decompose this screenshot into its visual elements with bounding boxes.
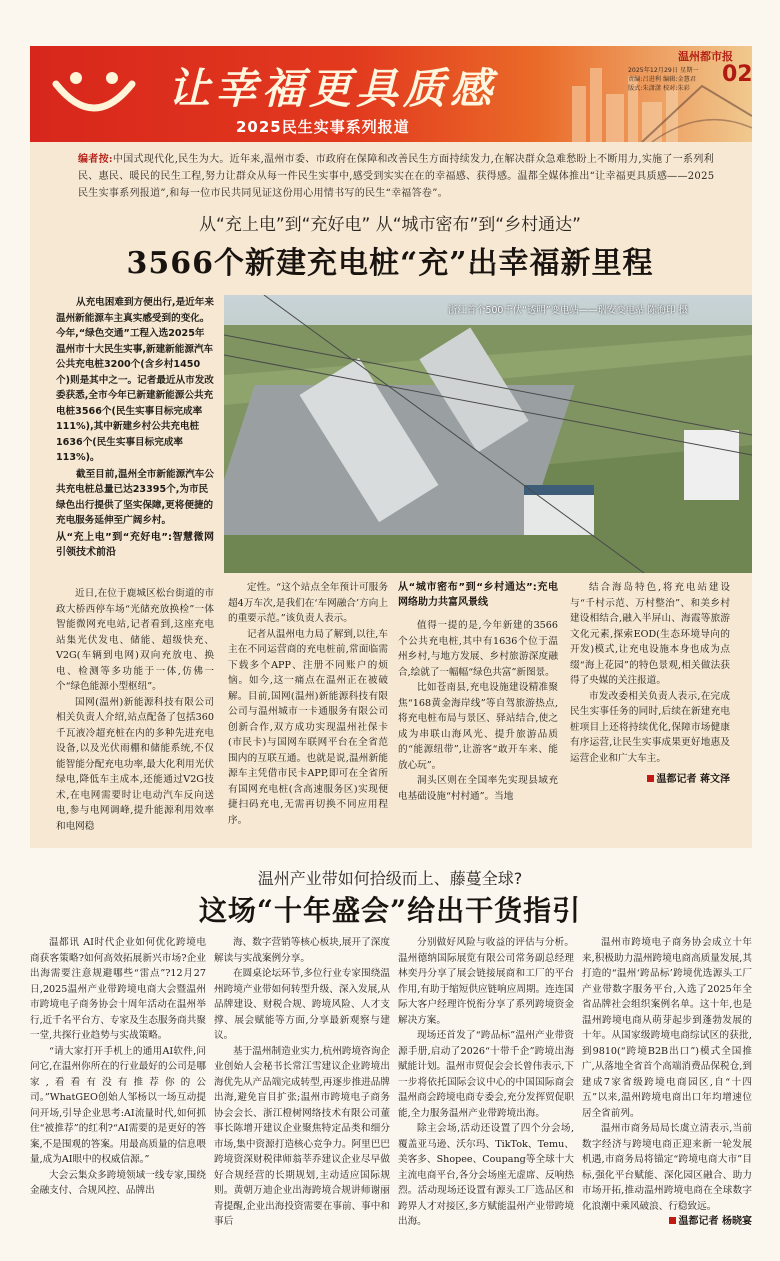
article1-column-3 [398,580,558,804]
paper-name: 温州都市报 [678,50,733,63]
article2-byline: 温都记者 杨晓宴 [582,1214,752,1230]
smile-logo-icon [48,62,140,126]
section1-heading: 从“充上电”到“充好电”:智慧微网引领技术前沿 [56,532,214,558]
body-paragraph: 值得一提的是,今年新建的3566个公共充电桩,其中有1636个位于温州乡村,与地方发展、乡村旅游深度融合,绘就了一幅幅“绿色共富”新图景。 [398,620,558,678]
article1-column-1 [56,586,214,834]
editor-note-text: 中国式现代化,民生为大。近年来,温州市委、市政府在保障和改善民生方面持续发力,在解决群众急难愁盼上不断用力,实施了一系列利民、惠民、暖民的民生工程,努力让群众从每一件民生实事中,感受到实实在在的幸福感、获得感。温都全媒体推出“让幸福更具质感——2025民生实事系列报道”,和每一位市民共同见证这份用心用情书写的民生“幸福答卷”。 [78,154,715,199]
body-paragraph: 基于温州制造业实力,杭州跨境咨询企业创始人会秘书长常江雪建议企业跨境出海优先从产品端完成转型,再逐步推进品牌出海,避免盲目扩张;温州市跨境电子商务协会会长、浙江橙树网络技术有限公司董事长陈增开建议企业聚焦特定品类和细分市场,集中资源打造核心竞争力。阿里巴巴跨境资深财税律师翁莘乔建议企业尽早做好合规经营的长期规划,主动适应国际规则。黄朝万迪企业出海跨境合规讲师谢丽青提醒,企业出海投资需要在事前、事中和事后 [214,1045,390,1227]
body-paragraph: 温都讯 AI时代企业如何优化跨境电商获客策略?如何高效拓展新兴市场?企业出海需要注意规避哪些“雷点”?12月27日,2025温州产业带跨境电商大会暨温州市跨境电子商务协会十周年活动在温州举行,近千名平台方、专家及生态服务商共聚一堂,共探行业趋势与实战策略。 [30,937,206,1041]
body-paragraph: 现场还首发了“跨品标”温州产业带资源手册,启动了2026“十带千企”跨境出海赋能计划。温州市贸促会会长曾伟表示,下一步将依托国际会议中心的中国国际商会温州商会跨境电商专委会,充分发挥贸促职能,全力服务温州产业带跨境出海。 [398,1030,574,1119]
article1-title: 3566个新建充电桩“充”出幸福新里程 [126,246,654,281]
article2-column-2 [214,935,390,1230]
body-paragraph: 除主会场,活动还设置了四个分会场,覆盖亚马逊、沃尔玛、TikTok、Temu、美客多、Shopee、Coupang等全球十大主流电商平台,各分会场座无虚席、反响热烈。活动现场还设置有源头工厂选品区和跨界人才对接区,多方赋能温州产业带跨境出海。 [398,1123,574,1227]
article2-title: 这场“十年盛会”给出干货指引 [198,894,582,927]
body-paragraph: 定性。“这个站点全年预计可服务超4万车次,是我们在‘车网融合’方向上的重要示范。”该负责人表示。 [228,582,388,624]
body-paragraph: 洞头区则在全国率先实现县域充电基础设施“村村通”。当地 [398,775,558,802]
article2-column-3 [398,935,574,1230]
editor-line: 责编:吕进利 编辑:金慧君 [628,76,697,83]
body-paragraph: 大会云集众多跨境领域一线专家,围绕金融支付、合规风控、品牌出 [30,1169,206,1196]
article1-byline: 温都记者 蒋文泽 [570,772,730,788]
body-paragraph: 温州市跨境电子商务协会成立十年来,积极助力温州跨境电商高质量发展,其打造的“温州‘跨品标’跨境优选源头工厂产业带数字服务平台,入选了2025年全省品牌社会组织案例名单。这十年,也是温州跨境电商从萌芽起步到蓬勃发展的十年。从国家级跨境电商综试区的获批,到9810(“跨境B2B出口”)模式全国推广,从落地全省首个高端消费品保税仓,到建成7家省级跨境电商园区,自“十四五”以来,温州跨境电商出口年均增速位居全省前列。 [582,937,752,1119]
editor-note [78,151,718,202]
lead-paragraph: 截至目前,温州全市新能源汽车公共充电桩总量已达23395个,为市民绿色出行提供了坚实保障,更将便捷的充电服务延伸至广阔乡村。 [56,468,214,526]
section1-heading-block [56,530,214,560]
body-paragraph: 分别做好风险与收益的评估与分析。温州德纳国际展览有限公司常务副总经理林奕丹分享了展会链接展商和工厂的平台作用,有助于缩短供应链响应周期。连连国际大客户经理许悦衔分享了系列跨境资金解决方案。 [398,937,574,1026]
substation-aerial-image [224,295,752,573]
page-number: 02 [722,62,753,87]
article2-column-4 [582,935,752,1230]
date-line: 2025年12月29日 星期一 [628,67,699,74]
banner-subhead: 2025民生实事系列报道 [236,118,410,136]
photo-caption: 浙江首个500千伏“透明”变电站——瑞安变电站 陈海印 摄 [448,305,688,316]
editor-note-label: 编者按: [78,154,113,165]
body-paragraph: 在圆桌论坛环节,多位行业专家围绕温州跨境产业带如何转型升级、深入发展,从品牌建设、财税合规、跨境风险、人才支撑、展会赋能等方面,分享最新观察与建议。 [214,968,390,1041]
page-banner [30,46,752,142]
banner-headline: 让幸福更具质感 [168,64,498,113]
article1-lead [56,295,214,530]
body-paragraph: 比如苍南县,充电设施建设精准聚焦“168黄金海岸线”等自驾旅游热点,将充电桩布局与景区、驿站结合,使之成为串联山海风光、提升旅游品质的“能源纽带”,让游客“敢开车来、能放心玩”。 [398,682,558,771]
body-paragraph: 记者从温州电力局了解到,以往,车主在不同运营商的充电桩前,常面临需下载多个APP、注册不同账户的烦恼。如今,这一痛点在温州正在被破解。目前,国网(温州)新能源科技有限公司与温州城市一卡通服务有限公司创新合作,双方成功实现温州社保卡(市民卡)与国网车联网平台在全省范围内的互联互通。也就是说,温州新能源车主凭借市民卡APP,即可在全省所有国网充电桩(含高速服务区)实现便捷扫码充电,无需再切换不同应用程序。 [228,628,388,826]
substation-photo [224,295,752,573]
body-paragraph: 市发改委相关负责人表示,在完成民生实事任务的同时,后续在新建充电桩项目上还将持续优化,保障市场健康有序运营,让民生实事成果更好地惠及运营企业和广大车主。 [570,690,730,764]
body-paragraph: 温州市商务局局长虞立清表示,当前数字经济与跨境电商正迎来新一轮发展机遇,市商务局将锚定“跨境电商大市”目标,强化平台赋能、深化园区融合、助力市场开拓,推动温州跨境电商在全球数字化浪潮中乘风破浪、行稳致远。 [582,1123,752,1212]
body-paragraph: 海、数字营销等核心板块,展开了深度解读与实战案例分享。 [214,937,390,964]
article1-column-4 [570,580,730,788]
body-paragraph: 结合海岛特色,将充电站建设与“千村示范、万村整治”、和美乡村建设相结合,融入半屏山、海霞等旅游文化元素,探索EOD(生态环境导向的开发)模式,让充电设施本身也成为点缀“海上花园”的特色景观,相关做法获得了央媒的关注报道。 [570,582,730,686]
article1-column-2 [228,580,388,828]
edition-meta [628,66,699,93]
body-paragraph: 近日,在位于鹿城区松台街道的市政大桥西停车场“光储充放换检”一体智能微网充电站,记者看到,这座充电站集光伏发电、储能、超级快充、V2G(车辆到电网)双向充放电、换电、检测等多功能于一体,仿佛一个“绿色能源小型枢纽”。 [56,588,214,692]
proof-line: 版式:朱潇潇 校对:朱彩 [628,85,690,92]
article1-subtitle: 从“充上电”到“充好电” 从“城市密布”到“乡村通达” [199,215,581,235]
article2-column-1 [30,935,206,1199]
article2-subtitle: 温州产业带如何拾级而上、藤蔓全球? [257,869,523,888]
lead-paragraph: 从充电困难到方便出行,是近年来温州新能源车主真实感受到的变化。今年,“绿色交通”工程入选2025年温州市十大民生实事,新建新能源汽车公共充电桩3200个(含乡村1450个)则是其中之一。记者最近从市发改委获悉,全市今年已新建新能源公共充电桩3566个(民生实事目标完成率111%),其中新建乡村公共充电桩1636个(民生实事目标完成率113%)。 [56,297,214,463]
body-paragraph: “请大家打开手机上的通用AI软件,问问它,在温州你所在的行业最好的公司是哪家,看看有没有推荐你的公司。”WhatGEO创始人邹杨以一场互动提问开场,引导企业思考:AI流量时代,如何抓住“被推荐”的红利?“AI需要的是更好的答案,不是围观的答案。用最高质量的信息喂量,成为AI眼中的权威信源。” [30,1045,206,1165]
body-paragraph: 国网(温州)新能源科技有限公司相关负责人介绍,站点配备了包括360千瓦液冷超充桩在内的多种先进充电设备,以及光伏雨棚和储能系统,不仅能智能分配充电功率,最大化利用光伏绿电,降低车主成本,还能通过V2G技术,在电网需要时让电动汽车反向送电,参与电网调峰,提升能源利用效率和电网稳 [56,696,214,832]
section2-heading: 从“城市密布”到“乡村通达”:充电网络助力共富风景线 [398,582,558,608]
